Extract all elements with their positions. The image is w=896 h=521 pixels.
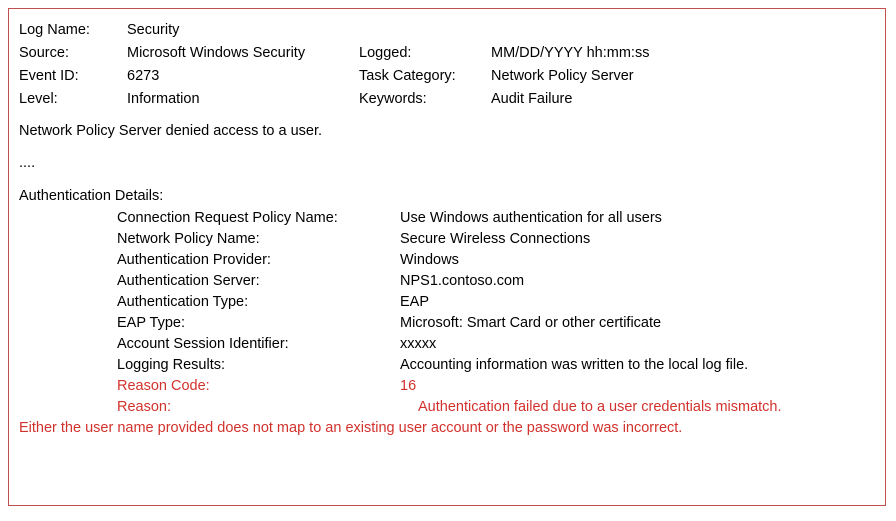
detail-label: Logging Results: [117, 357, 226, 373]
source-label: Source: [19, 45, 69, 61]
logged-label: Logged: [359, 45, 412, 61]
detail-value: NPS1.contoso.com [400, 273, 525, 289]
detail-value: Accounting information was written to the local log file. [400, 357, 749, 373]
detail-label: Connection Request Policy Name: [117, 210, 338, 226]
event-details-panel [8, 8, 886, 506]
event-id-label: Event ID: [19, 68, 79, 84]
logged-value: MM/DD/YYYY hh:mm:ss [491, 45, 650, 61]
task-category-value: Network Policy Server [491, 68, 634, 84]
event-header-fields [19, 21, 875, 109]
failure-footnote: Either the user name provided does not map to an existing user account or the password was incorrect. [19, 420, 683, 436]
log-name-label: Log Name: [19, 22, 90, 38]
detail-label: Authentication Type: [117, 294, 249, 310]
detail-value: Microsoft: Smart Card or other certificate [400, 315, 662, 331]
header-row-0-label2 [359, 21, 491, 40]
source-value: Microsoft Windows Security [127, 45, 306, 61]
detail-label: EAP Type: [117, 315, 185, 331]
event-summary-text: Network Policy Server denied access to a user. [19, 123, 323, 139]
reason-label: Reason: [117, 399, 172, 415]
event-id-value: 6273 [127, 68, 160, 84]
detail-value: Secure Wireless Connections [400, 231, 591, 247]
authentication-details-title: Authentication Details: [19, 188, 164, 204]
log-name-value: Security [127, 22, 180, 38]
reason-code-value: 16 [400, 378, 417, 394]
detail-value: EAP [400, 294, 430, 310]
detail-label: Authentication Server: [117, 273, 260, 289]
keywords-label: Keywords: [359, 91, 427, 107]
detail-label: Network Policy Name: [117, 231, 260, 247]
detail-value: xxxxx [400, 336, 437, 352]
detail-value: Windows [400, 252, 459, 268]
keywords-value: Audit Failure [491, 91, 573, 107]
header-row-0-value2 [491, 21, 875, 40]
detail-label: Authentication Provider: [117, 252, 271, 268]
detail-label: Account Session Identifier: [117, 336, 289, 352]
task-category-label: Task Category: [359, 68, 456, 84]
level-value: Information [127, 91, 200, 107]
detail-value: Use Windows authentication for all users [400, 210, 662, 226]
ellipsis-text: .... [19, 155, 36, 171]
authentication-details-list [19, 208, 875, 417]
reason-code-label: Reason Code: [117, 378, 210, 394]
level-label: Level: [19, 91, 58, 107]
reason-value: Authentication failed due to a user credentials mismatch. [418, 399, 782, 415]
